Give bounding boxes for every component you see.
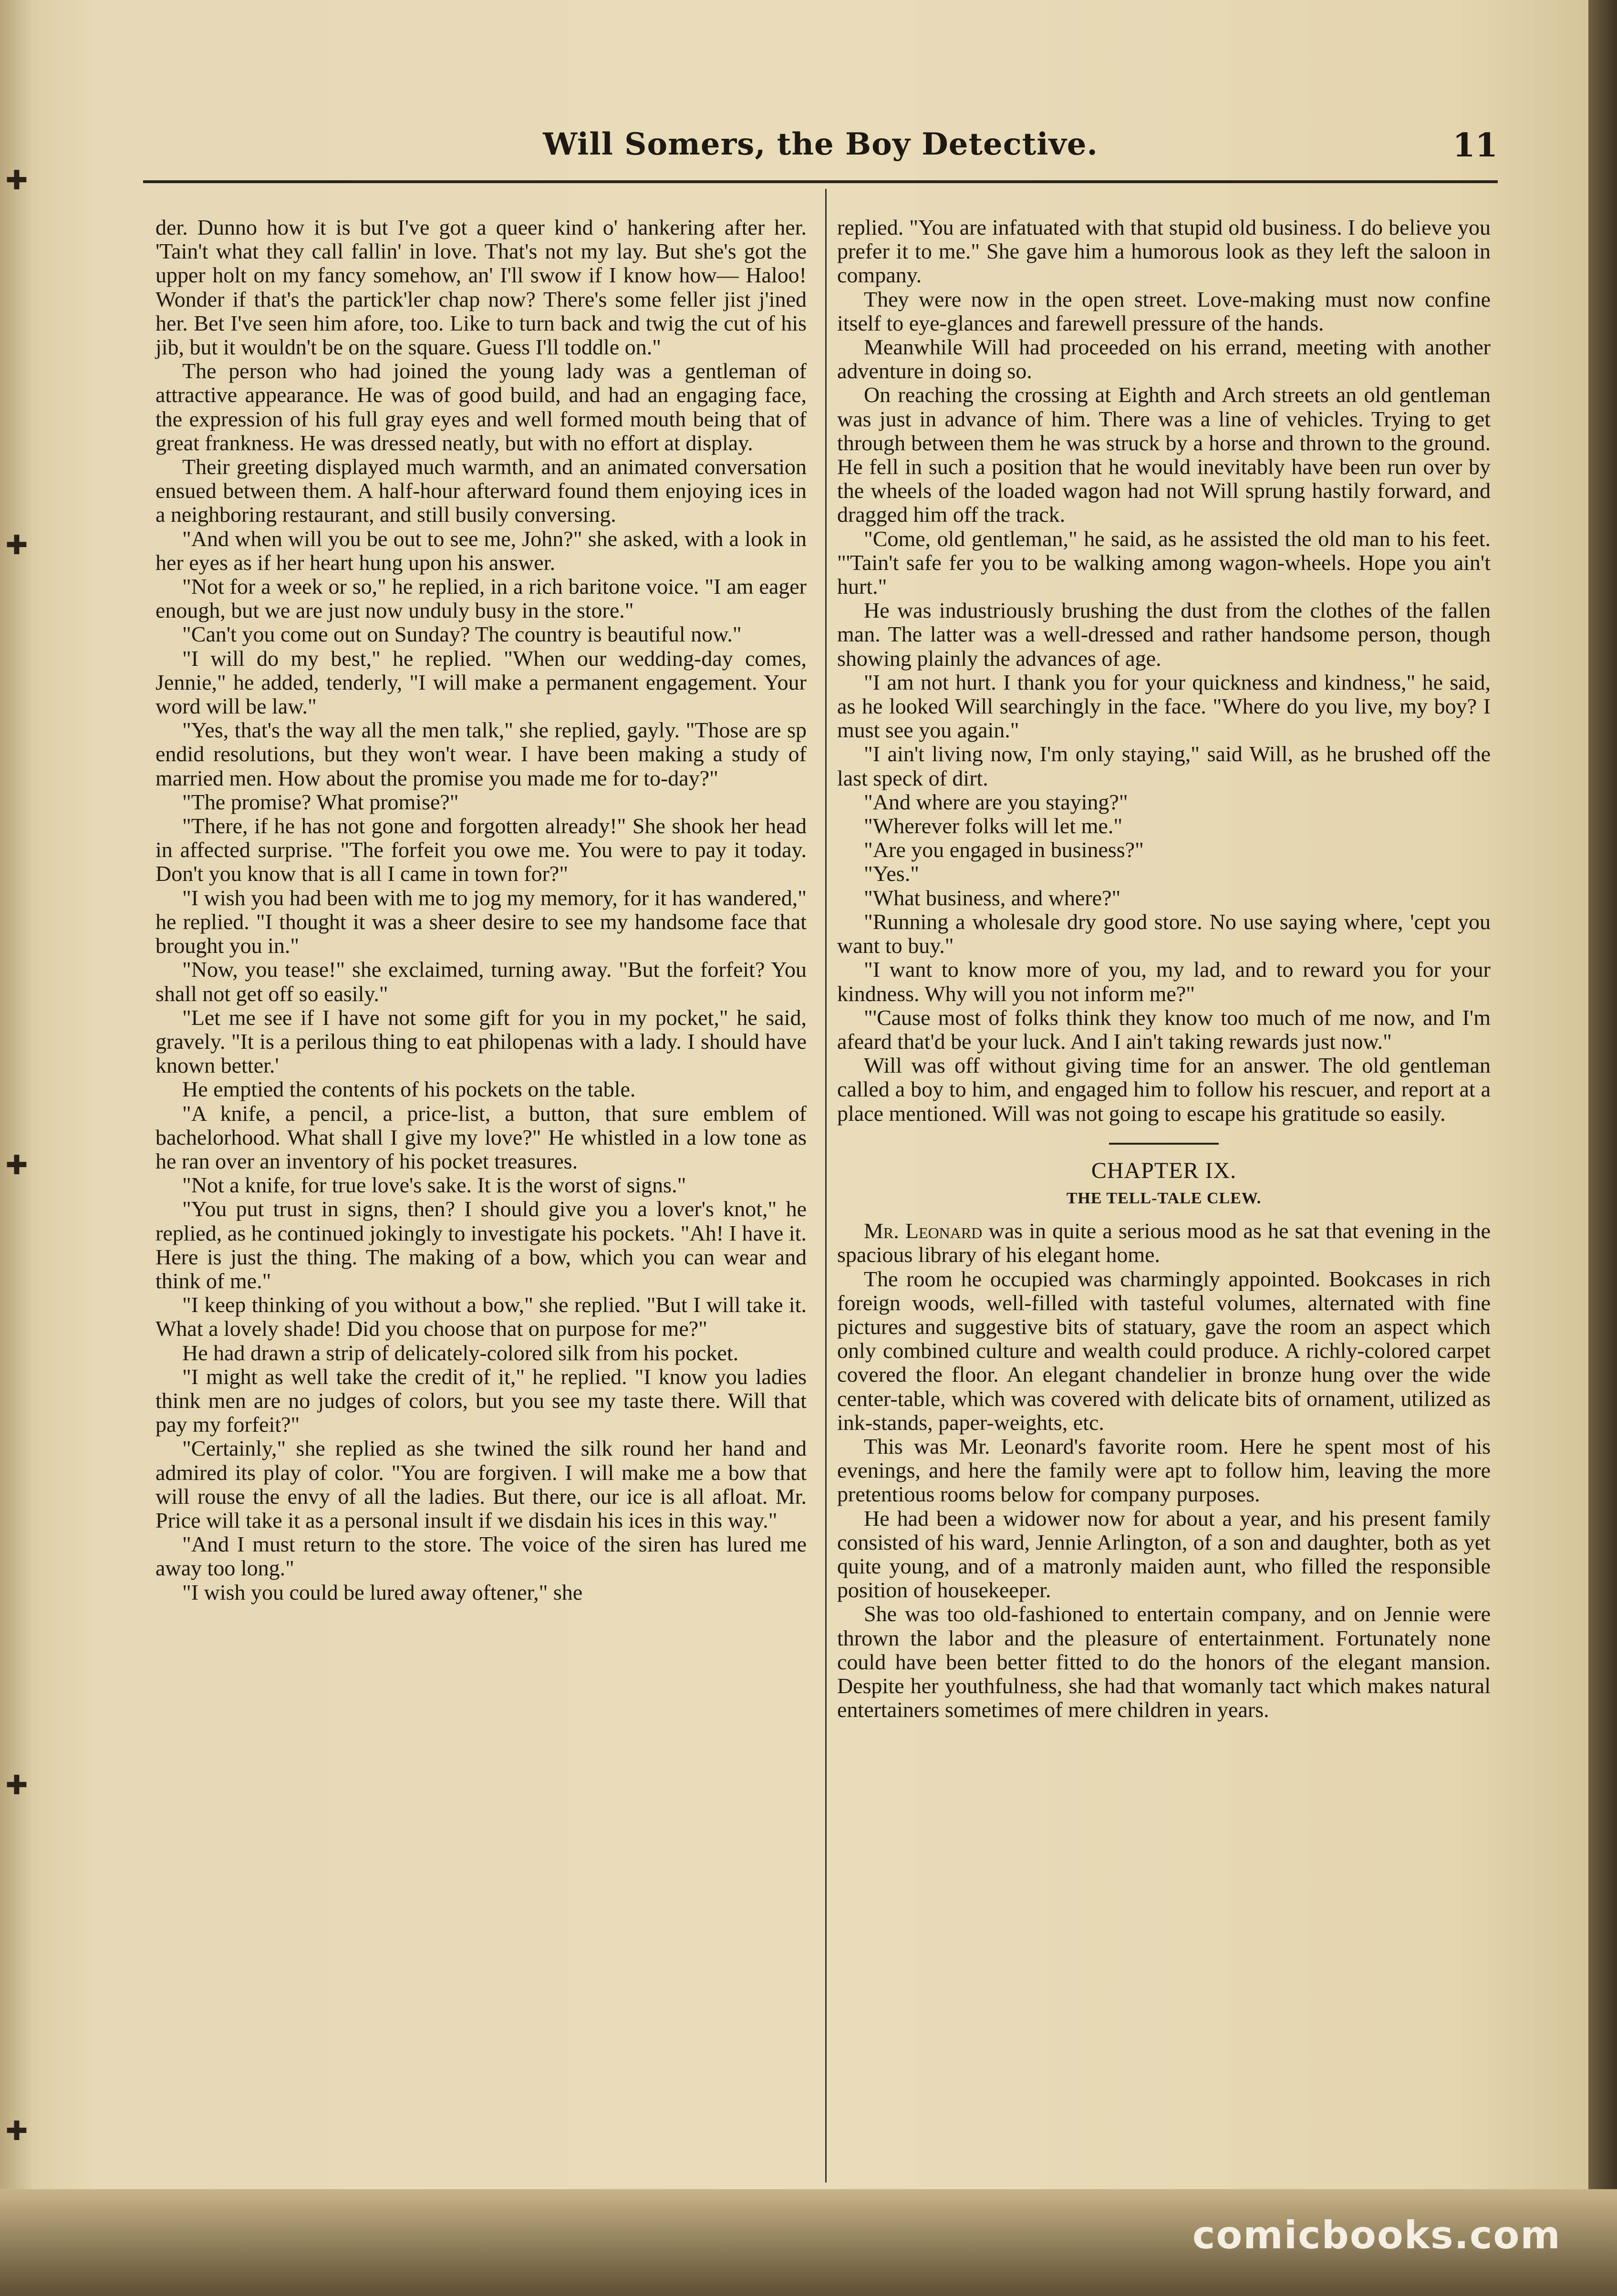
site-watermark: comicbooks.com bbox=[1192, 2213, 1561, 2257]
paragraph: "I wish you could be lured away oftener," she bbox=[182, 1580, 583, 1604]
paragraph: "I want to know more of you, my lad, and to reward you for your kindness. Why will you not inform me?" bbox=[837, 957, 1491, 1006]
right-column bbox=[837, 216, 1491, 1722]
paragraph: On reaching the crossing at Eighth and Arch streets an old gentleman was just in advance of him. There was a line of vehicles. Trying to get through between them he was struck by a horse and thrown to the ground. He fell in such a position that he would inevitably have been run over by the wheels of the loaded wagon had not Will sprung hastily forward, and dragged him off the track. bbox=[837, 383, 1491, 527]
paragraph: "And I must return to the store. The voice of the siren has lured me away too long." bbox=[155, 1532, 807, 1581]
paragraph: "Now, you tease!" she exclaimed, turning away. "But the forfeit? You shall not get off so easily." bbox=[155, 957, 807, 1006]
paragraph: "Come, old gentleman," he said, as he assisted the old man to his feet. "'Tain't safe fer you to be walking among wagon-wheels. Hope you ain't hurt." bbox=[837, 526, 1491, 599]
page-binding bbox=[0, 0, 33, 2296]
paragraph: "I keep thinking of you without a bow," she replied. "But I will take it. What a lovely shade! Did you choose that on purpose for me?" bbox=[155, 1293, 807, 1341]
paragraph: "Not a knife, for true love's sake. It is the worst of signs." bbox=[182, 1173, 686, 1198]
paragraph: This was Mr. Leonard's favorite room. Here he spent most of his evenings, and here the family were apt to follow him, leaving the more pretentious rooms below for company purposes. bbox=[837, 1434, 1491, 1507]
paragraph: "A knife, a pencil, a price-list, a button, that sure emblem of bachelorhood. What shall I give my love?" He whistled in a low tone as he ran over an inventory of his pocket treasures. bbox=[155, 1101, 807, 1173]
paragraph: "And where are you staying?" bbox=[864, 789, 1128, 814]
chapter-subtitle: THE TELL-TALE CLEW. bbox=[1066, 1189, 1262, 1207]
chapter-opening-text: was in quite a serious mood as he sat that evening in the spacious library of his elegant home. bbox=[837, 1219, 1491, 1267]
paragraph: "I wish you had been with me to jog my memory, for it has wandered," he replied. "I thought it was a sheer desire to see my handsome face that brought you in." bbox=[155, 885, 807, 958]
paragraph: Will was off without giving time for an answer. The old gentleman called a boy to him, and engaged him to follow his rescuer, and report at a place mentioned. Will was not going to escape his gratitude so easily. bbox=[837, 1053, 1491, 1126]
paragraph: "What business, and where?" bbox=[864, 885, 1121, 910]
paragraph: The person who had joined the young lady was a gentleman of attractive appearance. He was of good build, and had an engaging face, the expression of his full gray eyes and well formed mouth being that of great frankness. He was dressed neatly, but with no effort at display. bbox=[155, 359, 807, 455]
column-divider bbox=[825, 189, 827, 2182]
binding-stitch: ✚ bbox=[5, 2116, 28, 2147]
paragraph: "There, if he has not gone and forgotten already!" She shook her head in affected surprise. "The forfeit you owe me. You were to pay it today. Don't you know that is all I came in town for?" bbox=[155, 814, 807, 886]
paragraph: "I am not hurt. I thank you for your quickness and kindness," he said, as he looked Will searchingly in the face. "Where do you live, my boy? I must see you again." bbox=[837, 670, 1491, 743]
paragraph: He had drawn a strip of delicately-colored silk from his pocket. bbox=[182, 1340, 739, 1365]
paragraph: "Certainly," she replied as she twined the silk round her hand and admired its play of color. "You are forgiven. I will make me a bow that will rouse the envy of all the ladies. But there, our ice is all afloat. Mr. Price will take it as a personal insult if we disdain his ices in this way." bbox=[155, 1436, 807, 1532]
paragraph: Their greeting displayed much warmth, and an animated conversation ensued between them. A half-hour afterward found them enjoying ices in a neighboring restaurant, and still busily conversing. bbox=[155, 455, 807, 527]
page-header bbox=[143, 126, 1498, 169]
paragraph: "I ain't living now, I'm only staying," said Will, as he brushed off the last speck of dirt. bbox=[837, 742, 1491, 790]
paragraph: der. Dunno how it is but I've got a queer kind o' hankering after her. 'Tain't what they call fallin' in love. That's not my lay. But she's got the upper holt on my fancy somehow, an' I'll swow if I know how— Haloo! Wonder if that's the partick'ler chap now? There's some feller jist j'ined her. Bet I've seen him afore, too. Like to turn back and twig the cut of his jib, but it wouldn't be on the square. Guess I'll toddle on." bbox=[155, 215, 807, 360]
paragraph: "Let me see if I have not some gift for you in my pocket," he said, gravely. "It is a perilous thing to eat philopenas with a lady. I should have known better.' bbox=[155, 1005, 807, 1078]
paragraph: "Yes, that's the way all the men talk," she replied, gayly. "Those are sp endid resolutions, but they won't wear. I have been making a study of married men. How about the promise you made me for to-day?" bbox=[155, 718, 807, 790]
paragraph: "The promise? What promise?" bbox=[182, 789, 459, 814]
section-separator-rule bbox=[1109, 1143, 1219, 1145]
paragraph: replied. "You are infatuated with that stupid old business. I do believe you prefer it to me." She gave him a humorous look as they left the saloon in company. bbox=[837, 215, 1491, 288]
paragraph: "Wherever folks will let me." bbox=[864, 814, 1123, 838]
paragraph: "I will do my best," he replied. "When our wedding-day comes, Jennie," he added, tenderly, "I will make a permanent engagement. Your word will be law." bbox=[155, 646, 807, 719]
left-column bbox=[155, 216, 807, 1604]
chapter-opening-name: Mr. Leonard bbox=[864, 1219, 983, 1243]
paragraph: "Can't you come out on Sunday? The country is beautiful now." bbox=[182, 622, 742, 647]
header-rule bbox=[143, 180, 1498, 183]
paragraph: He emptied the contents of his pockets on the table. bbox=[182, 1077, 636, 1102]
binding-stitch: ✚ bbox=[5, 1150, 28, 1181]
chapter-opening-paragraph bbox=[837, 1219, 1491, 1267]
paragraph: "Yes." bbox=[864, 861, 919, 886]
paragraph: She was too old-fashioned to entertain company, and on Jennie were thrown the labor and the pleasure of entertainment. Fortunately none could have been better fitted to do the honors of the elegant mansion. Despite her youthfulness, she had that womanly tact which makes natural entertainers sometimes of mere children in years. bbox=[837, 1602, 1491, 1722]
binding-stitch: ✚ bbox=[5, 165, 28, 196]
running-title: Will Somers, the Boy Detective. bbox=[543, 126, 1098, 162]
binding-stitch: ✚ bbox=[5, 530, 28, 561]
paragraph: "I might as well take the credit of it," he replied. "I know you ladies think men are no judges of colors, but you see my taste there. Will that pay my forfeit?" bbox=[155, 1364, 807, 1437]
page-number: 11 bbox=[1452, 126, 1498, 165]
paragraph: "You put trust in signs, then? I should give you a lover's knot," he replied, as he continued jokingly to investigate his pockets. "Ah! I have it. Here is just the thing. The making of a bow, which you can wear and think of me." bbox=[155, 1197, 807, 1293]
chapter-heading: CHAPTER IX. bbox=[1091, 1158, 1237, 1183]
paragraph: He was industriously brushing the dust from the clothes of the fallen man. The latter was a well-dressed and rather handsome person, though showing plainly the advances of age. bbox=[837, 598, 1491, 671]
paragraph: "Not for a week or so," he replied, in a rich baritone voice. "I am eager enough, but we are just now unduly busy in the store." bbox=[155, 574, 807, 623]
paragraph: The room he occupied was charmingly appointed. Bookcases in rich foreign woods, well-filled with tasteful volumes, alternated with fine pictures and suggestive bits of statuary, gave the room an aspect which only combined culture and wealth could produce. A richly-colored carpet covered the floor. An elegant chandelier in bronze hung over the wide center-table, which was covered with delicate bits of ornament, utilized as ink-stands, paper-weights, etc. bbox=[837, 1266, 1491, 1435]
paragraph: "Are you engaged in business?" bbox=[864, 838, 1144, 862]
paragraph: "And when will you be out to see me, John?" she asked, with a look in her eyes as if her heart hung upon his answer. bbox=[155, 526, 807, 575]
paragraph: He had been a widower now for about a year, and his present family consisted of his ward, Jennie Arlington, of a son and daughter, both as yet quite young, and of a matronly maiden aunt, who filled the responsible position of housekeeper. bbox=[837, 1506, 1491, 1603]
page-edge-shadow bbox=[1588, 0, 1617, 2296]
paragraph: "Running a wholesale dry good store. No use saying where, 'cept you want to buy." bbox=[837, 909, 1491, 958]
paragraph: They were now in the open street. Love-making must now confine itself to eye-glances and farewell pressure of the hands. bbox=[837, 287, 1491, 335]
paragraph: Meanwhile Will had proceeded on his errand, meeting with another adventure in doing so. bbox=[837, 335, 1491, 383]
paragraph: "'Cause most of folks think they know too much of me now, and I'm afeard that'd be your luck. And I ain't taking rewards just now." bbox=[837, 1005, 1491, 1054]
binding-stitch: ✚ bbox=[5, 1770, 28, 1801]
